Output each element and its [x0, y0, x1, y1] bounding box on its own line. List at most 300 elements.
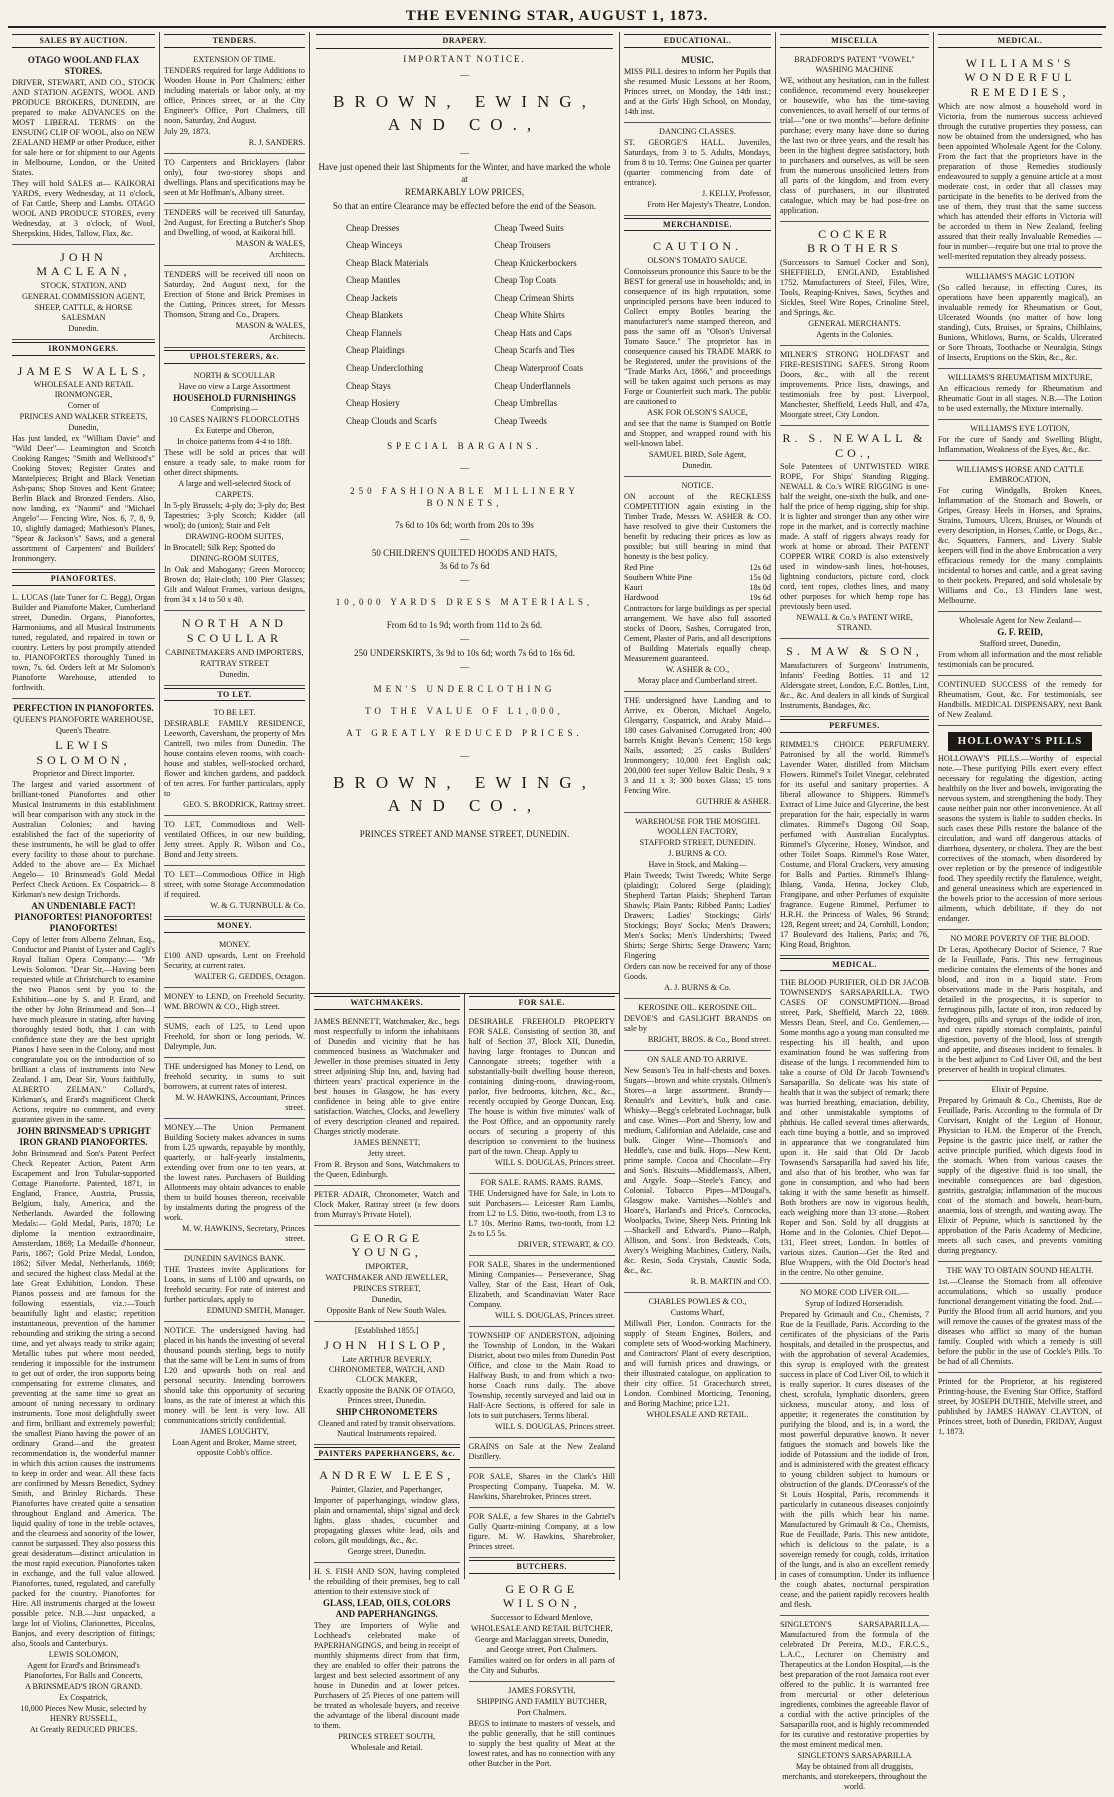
ad-body: An efficacious remedy for Rheumatism and Rheumatic Gout in all stages. N.B.—The Lotion to be used externally, the Mixture internally. [938, 383, 1102, 413]
ad-title: WAREHOUSE FOR THE MOSGIEL WOOLLEN FACTORY, [635, 817, 760, 837]
ad-body: THE undersigned have Landing and to Arrive, ex Oberon, Michael Angelo, Glengarry, Cospatrick, and Araby Maid— 180 cases Galvanised Corrugated Iron; 400 barrels Knight Bevan's Cement; 150 kegs Nails, assorted; 25 casks Builders' Ironmongery; 10,000 feet English oak; 200,000 feet super Yellow Baltic Deals, 9 x 3 and 11 x 3; 300 boxes Glass; 15 tons Fencing Wire. [624, 696, 771, 796]
ad-body: In Brocatell; Silk Rep; Spotted do [164, 543, 276, 553]
ad-line: MASON & WALES, [235, 320, 305, 330]
section-header-tenders: TENDERS. [164, 34, 305, 48]
ad-title: NOTICE. [681, 481, 714, 491]
drapery-list-item: Cheap Hosiery [346, 398, 400, 409]
ad-body: These will be sold at prices that will ensure a ready sale, to make room for other direct shipments. [164, 448, 305, 478]
ad-sound-health [938, 1262, 1102, 1373]
ad-line: JAMES BENNETT, [353, 1137, 421, 1147]
ad-body: DEVOE'S and GASLIGHT BRANDS on sale by [624, 1014, 771, 1034]
imprint-text: Printed for the Proprietor, at his registered Printing-house, the Evening Star Office, Stafford street, by JOSEPH DUTHIE, Melville street, and published by JAMES HAWAY CLAYTON, of Princes street, both of Dunedin, FRIDAY, August 1, 1873. [938, 1377, 1102, 1436]
ad-body: H. S. FISH AND SON, having completed the rebuilding of their premises, beg to call attention to their extensive stock of [314, 1566, 460, 1596]
imprint [938, 1373, 1102, 1442]
bargain-dress-materials: 10,000 YARDS DRESS MATERIALS, [335, 597, 594, 608]
ad-body: (So called because, in effecting Cures, its operations have been apparently magical), an invaluable remedy for Rheumatism or Gout, Ulcerated Wounds (no matter of how long standing), Cuts, Bruises, or Sprains, Chilblains, Bunions, Whitlows, Burns, or Scalds, Ulcerated or Sore Throats, Toothache or Neuralgia, Stings of Insects, Eruptions on the Skin, &c., &c. [938, 282, 1102, 362]
rule-dash: — [460, 750, 469, 761]
ad-body: MISS PILL desires to inform her Pupils that she resumed Music Lessons at her Room, Princes street, on Monday, the 14th inst.; and at the Girls' High School, on Monday, 14th inst. [624, 66, 771, 116]
ad-title: NORTH AND SCOULLAR [182, 616, 287, 646]
ad-bradford-washing [780, 51, 929, 222]
ad-title: THE WAY TO OBTAIN SOUND HEALTH. [946, 1266, 1094, 1275]
lower-columns [310, 993, 619, 1768]
ad-freehold-property [469, 1013, 616, 1174]
ad-gabriels-gully [469, 1508, 616, 1558]
ad-line: July 29, 1873. [164, 126, 211, 136]
ad-title: WILLIAMS'S MAGIC LOTION [965, 271, 1075, 281]
ad-body: PETER ADAIR, Chronometer, Watch and Clock Maker, Rattray street (a few doors from Murray's Private Hotel). [314, 1189, 460, 1219]
bargain-dress-price: From 6d to 1s 9d; worth from 11d to 2s 6d. [386, 619, 543, 630]
drapery-list-item: Cheap Jackets [346, 292, 398, 303]
drapery-low-prices: REMARKABLY LOW PRICES, [404, 187, 525, 198]
ad-body: £100 AND upwards, Lent on Freehold Security, at current rates. [164, 951, 305, 971]
ad-charles-powles [624, 1293, 771, 1425]
ad-body: Connoisseurs pronounce this Sauce to be the BEST for general use in households; and, in consequence of its high reputation, some unprincipled persons have been induced to Collect empty Bottles bearing the manufacturer's name stamped thereon, and pass the same off as "Olson's Universal Tomato Sauce." The proprietor has in consequence caused his TRADE MARK to be Registered, under the provisions of the "Trade Marks Act, 1866," and proceedings will be taken against such persons as may Forge or Counterfeit such mark. The public are cautioned to [624, 267, 771, 407]
ad-newall-wire [780, 426, 929, 639]
ad-line: Port Chalmers. [517, 1707, 567, 1717]
ad-body: Which are now almost a household word in Victoria, from the numerous success achieved through the curative properties they possess, can now be obtained from the undersigned, who has been appointed Wholesale Agent for the Colony. From the fact that the proprietors have in the preparation of those Remedies studiously endeavoured to supply a genuine article at a most moderate cost, in order that all classes may participate in the benefits to be derived from the use of them, they trust that the same success which has attended their efforts in Victoria will be accorded to them in New Zealand, feeling assured that their really Invaluable Remedies —four in number—require but one trial to prove the well-merited reputation they already possess. [938, 101, 1102, 261]
drapery-notice: IMPORTANT NOTICE. [403, 53, 526, 64]
ad-body: Importer of paperhangings, window glass, plain and ornamental, ships' signal and deck lights, glass shades, cucumber and propagating glasses white lead, oils and colors, gilt mouldings, &c., &c. [314, 1495, 460, 1545]
ad-body: L. LUCAS (late Tuner for C. Begg), Organ Builder and Pianoforte Maker, Cumberland street, Dunedin. Organs, Pianofortes, Harmoniums, and all Musical Instruments tuned, regulated, and repaired in town or country. Letters by post promptly attended to. PIANOFORTES thoroughly Tuned in town, 7s. 6d. Orders left at Mr Solomon's Pianoforte Warehouse, attended to forthwith. [12, 593, 155, 693]
ad-body: SUMS, each of L25, to Lend upon Freehold, for short or long periods. W. Dalrymple, Jun. [164, 1022, 305, 1052]
ad-line: R. B. MARTIN and CO. [690, 1277, 771, 1287]
ad-body: THE BLOOD PURIFIER, OLD DR JACOB TOWNSEND'S SARSAPARILLA. TWO CASES OF CONSUMPTION.—Broad street, Park, Sheffield, March 22, 1869. Messrs Dean, Steel, and Co. Gentlemen,—Some months ago a young man consulted me respecting his ill health, and upon examination found he was suffering from disease of the lungs. I recommended him to take a course of Old Dr Jacob Townsend's Sarsaparilla. So delicate was his state of health that it was the subject of remark; there was hurried breathing, emaciation, debility, and other unmistakable symptoms of phthisis. He called several times afterwards, each time buying a bottle, and so improved in appearance that we congratulated him upon it. He said that Old Dr Jacob Townsend's Sarsaparilla had saved his life, and also that of his brother, who was far gone in consumption, and who had been taking it with the same benefit as himself. Both brothers are now in vigorous health, each weighing more than 13 stone.—Robert Roper and Son. Sold by all druggists at Home and in the Colonies. Chief Depot—131, Fleet street, London. In bottles of various sizes. Caution—Get the Red and Blue Wrappers, with the Old Doctor's head in the centre. No other genuine. [780, 978, 929, 1278]
ad-line: GUTHRIE & ASHER. [696, 797, 771, 807]
drapery-list-left [346, 220, 437, 431]
ad-line: Customs Wharf, [670, 1308, 725, 1318]
timber-price-cell: Southern White Pine [624, 573, 693, 583]
ad-george-young [314, 1226, 460, 1322]
ad-line: STOCK, STATION, AND [40, 280, 127, 290]
ad-title: JAMES FORSYTH, [508, 1685, 576, 1695]
ad-line: J. KELLY, Professor, [702, 188, 771, 198]
ad-body: TENDERS required for large Additions to Wooden House in Port Chalmers; either including materials or labor only, at my office, Princes street, or at the City Engineer's Office, Port Chalmers, till noon, Saturday, 2nd August. [164, 65, 305, 125]
ad-line: Cleaned and rated by transit observations. Nautical Instruments repaired. [318, 1418, 456, 1438]
ad-line: Architects. [269, 331, 305, 341]
ad-title: DUNEDIN SAVINGS BANK. [183, 1254, 286, 1264]
ad-offices-to-let [164, 816, 305, 866]
ad-subhead: DRAWING-ROOM SUITES, [185, 532, 284, 542]
drapery-list-item: Cheap Flannels [346, 327, 402, 338]
ad-body: Prepared by Grimault and Co., Chemists, 7 Rue de la Feuillade, Paris. According to the certificates of the physicians of the Paris hospitals, and detailed in the prospectus, and with the approbation of several Academies, this syrup is employed with the greatest success in place of Cod Liver Oil, to which it is really superior. It cures diseases of the chest, scrofula, lymphatic disorders, green sickness, muscular atony, and loss of appetite; it regenerates the constitution by purifying the blood, and is, in a word, the most powerful depurative known. It never fatigues the stomach and bowels like the iodide of Potassium and the iodide of Iron, and is administered with the greatest efficacy to young children subject to humours or obstruction of the glands. D'Ceorasse's of the St Louis Hospital, Paris, recommends it particularly in cutaneous diseases conjointly with the pills which bear his name. Manufactured by Grimault & Co., Chemists, Rue de Feuillade, Paris. This new antidote, which is delicious to the palate, is a sovereign remedy for cough, colds, irritation of the lungs, and is also an excellent remedy in cases of consumption. Under its influence the cough abates, nocturnal perspiration cease, and the patient rapidly recovers health and flesh. [780, 1310, 929, 1610]
timber-price-row [624, 563, 771, 573]
ad-title: G. F. REID, [997, 626, 1043, 637]
ad-line: George street, Dunedin. [347, 1546, 426, 1556]
ad-body: In 5-ply Brussels; 4-ply do; 3-ply do; Best Tapestries; 3-ply Scotch; Kidder (all wool); do (union); Stair and Felt [164, 501, 305, 531]
ad-olson-caution [624, 234, 771, 477]
ad-line: Dunedin. [68, 323, 99, 333]
ad-line: Loan Agent and Broker, Manse street, opposite Cobb's office. [172, 1438, 297, 1458]
ad-title: NO MORE POVERTY OF THE BLOOD. [950, 934, 1090, 943]
ad-john-maclean [12, 245, 155, 340]
ad-body: New Season's Tea in half-chests and boxes. Sugars—brown and white crystals. Oilmen's Stores—a large assortment. Brandy—Renault's and Levitte's, bulk and case. Whisky—Begg's celebrated Lochnagar, bulk and case. Wines—Port and Sherry, low and medium, Californian and Adelaide, case and bulk. Ginger Wine—Thomson's and Heddle's, case and bulk. Hops—New Kent, prime sample. Cocoa and Chocolate—Fry and Son's. Biscuits—Middlemass's, Albert, and Argyle. Soap—Steele's Fancy, and Colonial. Tobacco Pipes—M'Dougal's, Glasgow make. Varnishes—Noble's and Hoare's, Harland's and Price's. Corncocks, Woolpacks, Twine, Sheep Nets. Printing Ink—Shackell and Edward's. Piano—Ralph, Allison, and Sons'. Iron Bedsteads, Cots, Avery's Weighing Machines, Cutlery, Nails, &c. Resin, Soda Crystals, Caustic Soda, &c., &c. [624, 1066, 771, 1276]
drapery-list-item: Cheap Mantles [346, 275, 401, 286]
column-miscellaneous [776, 32, 934, 1792]
section-header-medical-2: MEDICAL. [938, 34, 1102, 48]
ad-title: MONEY. [218, 940, 250, 950]
ad-line: Corner of [67, 401, 100, 411]
ad-title: TO BE LET. [213, 708, 256, 718]
ad-body: They are Importers of Wylie and Lochhead's celebrated make of PAPERHANGINGS, and being in receipt of monthly shipments direct from that firm, they are enabled to offer their patrons the largest and best selected assortment of any house in Dunedin and at lower prices. Purchasers of 25 Pieces of one pattern will be treated as wholesale buyers, and receive the advantage of the liberal discount made to them. [314, 1620, 460, 1730]
drapery-list-item: Cheap Waterproof Coats [494, 363, 583, 374]
ad-line: WHOLESALE AND RETAIL. [646, 1410, 749, 1420]
ad-line: WILL S. DOUGLAS, Princes street. [495, 1421, 615, 1431]
ad-tender-butcher-shop [164, 204, 305, 266]
ad-subhead: CARPETS. [215, 490, 254, 500]
ad-loughty-notice [164, 1322, 305, 1463]
ad-subhead: DINING-ROOM SUITES, [190, 554, 279, 564]
ad-body: ON account of the RECKLESS COMPETITION again existing in the Timber Trade, Messrs W. ASHER & CO. have resolved to give their Customers the benefit by reducing their prices as low as possible; but still bearing in mind that honesty is the best policy. [624, 492, 771, 562]
ad-title: WILLIAMS'S RHEUMATISM MIXTURE, [947, 372, 1093, 382]
ad-body: TO Carpenters and Bricklayers (labor only), four two-storey shops and dwellings. Plans and specifications may be seen at Mr Hoffman's, Albany street. [164, 157, 305, 197]
ad-body: Sole Patentees of UNTWISTED WIRE ROPE, For Ships' Standing Rigging. NEWALL & Co.'s WIRE RIGGING is one-half the weight, one-sixth the bulk, and one-half the price of hemp rigging, ship for ship. It is lighter and stronger than any other wire rope in the market, and is correctly machine made. A staff of riggers always ready for work at home or abroad. Their PATENT COPPER WIRE CORD is also extensively used in window-sash lines, hot-houses, lightning conductors, picture cord, clock cord, tent ropes, clothes lines, and many other purposes for which hemp rope has previously been used. [780, 462, 929, 612]
ad-body: 1st.—Cleanse the Stomach from all offensive accumulations, which so usually produce functional derangement vitiating the food. 2nd.—Purify the Blood from all acrid humors, and you will remove the causes of the greatest mass of the diseases who afflict so many of the human family. Coupled with which a remedy is still before the public in the use of Cockle's Pills. To be had of all Chemists. [938, 1277, 1102, 1366]
timber-price-row [624, 573, 771, 583]
ad-north-scoullar-furnishings [164, 367, 305, 612]
ad-line: W. & G. TURNBULL & Co. [210, 901, 305, 911]
ad-line: NEWALL & Co.'s PATENT WIRE, STRAND. [796, 613, 913, 633]
ad-line: SINGLETON'S SARSAPARILLA [797, 1751, 912, 1761]
ad-body: HOLLOWAY'S PILLS.—Worthy of especial note.—These purifying Pills exert every effect necessary for regulating the digestion, acting healthily on the liver and bowels, invigorating the nervous system, and strengthening the body. They cause neither pain nor other inconvenience. At all seasons the system is liable to sudden checks. In such cases these Pills restore the balance of the circulation, and ward off dangerous attacks of diarrhoea, dysentery, or cholera. They are the best correctives of the stomach, when disordered by over repletion or by the presence of indigestible food. They speedily rectify the flatulence, weight, and general uneasiness which are experienced in the bowels prior to the accession of more serious ailments, which debilitate, if they do not endanger. [938, 754, 1102, 923]
timber-price-row [624, 593, 771, 603]
ad-elixir-pepsine [938, 1081, 1102, 1262]
ad-cocker-brothers [780, 222, 929, 346]
ad-line: IMPORTER, [365, 1262, 409, 1271]
ad-line: A BRINSMEAD'S IRON GRAND. [24, 1682, 143, 1692]
ad-line: SAMUEL BIRD, Sole Agent, [648, 450, 747, 460]
ad-line: A. J. BURNS & Co. [664, 983, 731, 993]
ad-line: ASK FOR OLSON'S SAUCE, [647, 408, 748, 418]
ad-no-more-cod-liver [780, 1284, 929, 1616]
ad-continued-success [938, 676, 1102, 726]
drapery-list-item: Cheap Tweed Suits [494, 222, 564, 233]
ad-title: FOR SALE. RAMS. RAMS. RAMS. [480, 1177, 603, 1187]
ad-line: PRINCES AND WALKER STREETS, [19, 412, 148, 422]
ad-line: RATTRAY STREET [200, 658, 269, 668]
section-header-for-sale: FOR SALE. [469, 996, 616, 1010]
rule-dash: — [460, 463, 469, 474]
ad-line: W. ASHER & CO., [665, 665, 730, 675]
ad-line: JAMES LOUGHTY, [200, 1427, 269, 1437]
drapery-list-item: Cheap White Shirts [494, 310, 565, 321]
ad-poverty-blood [938, 930, 1102, 1081]
ad-line: Comprising— [211, 404, 258, 414]
timber-price-cell: 12s 6d [749, 563, 771, 573]
section-header-miscellaneous: MISCELLA [780, 34, 929, 48]
ad-mosgiel-woollen [624, 813, 771, 999]
ad-body: Copy of letter from Alberto Zelman, Esq., Conductor and Pianist of Lyster and Cagli's Royal Italian Opera Company:— "Mr Lewis Solomon. "Dear Sir,—Having been requested while at Christchurch to examine the two Pianos sent by you to the Exhibition—one by S. and P. Erard, and the other by John Brinsmead and Son—I have much pleasure in stating, after having thoroughly tested both, that I can with confidence state they are the best upright Pianos I have seen in the Colony, and most congratulate you on the introduction of so brilliant a class of instruments into New Zealand. I am, Dear Sir, Yours faithfully, ALBERTO ZELMAN." Collard's, Kirkman's, and Erard's magnificent Check Actions, require no comment, and every guarantee given in the same. [12, 935, 155, 1125]
column-tenders [160, 32, 310, 1580]
rule-dash: — [460, 575, 469, 586]
ad-line: Wholesale and Retail. [350, 1742, 423, 1752]
ad-line: M. W. HAWKINS, Accountant, Princes street. [175, 1093, 305, 1113]
ad-line: In choice patterns from 4-4 to 18ft. [177, 437, 292, 447]
ad-body: Millwall Pier, London. Contracts for the supply of Steam Engines, Boilers, and complete sets of Wood-working Machinery, and Contractors' Plant of every description, and will furnish prices and drawings, or their illustrated catalogue, on application to their city office. 51 Gracechurch street, London. Combined Morticing, Tenoning, and Boring Machine; price L21. [624, 1319, 771, 1409]
ad-title: OTAGO WOOL AND FLAX STORES. [27, 54, 140, 76]
timber-price-table [624, 563, 771, 603]
ad-james-forsyth [469, 1682, 616, 1774]
section-header-sales: SALES BY AUCTION. [12, 34, 155, 48]
ad-line: Painter, Glazier, and Paperhanger, [331, 1484, 443, 1494]
ad-fish-and-son [314, 1563, 460, 1758]
ad-rams [469, 1174, 616, 1256]
ad-money-brown [164, 988, 305, 1018]
ad-line: Stafford street, Dunedin, [979, 638, 1061, 648]
ad-horse-embrocation [938, 461, 1102, 612]
ad-line: Jetty street. [368, 1148, 406, 1158]
ad-money-geddes [164, 936, 305, 988]
drapery-lists [316, 220, 613, 431]
ad-body: TO LET—Commodious Office in High street, with some Storage Accommodation if required. [164, 870, 305, 900]
ad-north-scoullar-cabinetmakers [164, 611, 305, 685]
ad-line: George and Maclaggan streets, Dunedin, and George street, Port Chalmers. [474, 1634, 609, 1654]
ad-line: From Her Majesty's Theatre, London. [647, 199, 771, 209]
ad-line: A large and well-selected Stock of [178, 479, 291, 489]
bargain-underskirts: 250 UNDERSKIRTS, 3s 9d to 10s 6d; worth 7s 6d to 16s 6d. [354, 647, 575, 658]
drapery-ad [310, 34, 619, 989]
ad-body: Orders can now be received for any of those Goods. [624, 962, 771, 982]
ad-body: DESIRABLE FAMILY RESIDENCE, Leeworth, Caversham, the property of Mrs Cantrell, two miles from Dunedin. The house contains eleven rooms, with coach-house and stables, well-stocked orchard, flower and kitchen gardens, and paddock of ten acres. For further particulars, apply to [164, 719, 305, 799]
drapery-list-item: Cheap Scarfs and Ties [494, 345, 575, 356]
drapery-list-item: Cheap Dresses [346, 222, 400, 233]
drapery-list-item: Cheap Tweeds [494, 415, 547, 426]
ad-body: GRAINS on Sale at the New Zealand Distillery. [468, 1441, 615, 1461]
ad-line: Architects. [269, 249, 305, 259]
timber-price-cell: Hardwood [624, 593, 659, 603]
ad-body: FOR SALE, Shares in the Clark's Hill Prospecting Company, Tuapeka. M. W. Hawkins, Sharebroker, Princes street. [468, 1471, 615, 1501]
ad-body: DESIRABLE FREEHOLD PROPERTY FOR SALE. Consisting of section 38, and half of Section 37, Block XII, Dunedin, having large frontages to Duncan and Cannongate streets; together with a substantially-built dwelling house thereon, containing dining-room, drawing-room, parlor, five bedrooms, kitchen, &c., &c., recently occupied by George Duncan, Esq. The house is within five minutes' walk of the Post Office, and an opportunity rarely occurs of securing a property of this description so convenient to the business part of the town. Cheap. Apply to [468, 1016, 615, 1156]
ad-anderston [469, 1327, 616, 1438]
ad-line: GENERAL COMMISSION AGENT, [21, 291, 146, 301]
drapery-address: PRINCES STREET AND MANSE STREET, DUNEDIN. [359, 828, 570, 839]
ad-line: 10,000 Pieces New Music, selected by HENRY RUSSELL, [20, 1704, 147, 1724]
ad-line: JOHN BRINSMEAD'S UPRIGHT IRON GRAND PIANOFORTES. [16, 1126, 151, 1148]
bargain-mens-reduced: AT GREATLY REDUCED PRICES. [346, 728, 583, 739]
ad-line: WALTER G. GEDDES, Octagon. [194, 972, 305, 982]
ad-line: Opposite Bank of New South Wales. [326, 1306, 447, 1315]
ad-clarks-hill [469, 1468, 616, 1508]
ad-body: For the cure of Sandy and Swelling Blight, Inflammation, Weakness of the Eyes, &c., &c. [938, 434, 1102, 454]
section-header-drapery: DRAPERY. [316, 34, 613, 49]
ad-mining-shares [469, 1256, 616, 1327]
ad-title: Elixir of Pepsine. [991, 1085, 1049, 1094]
ad-line: NORTH & SCOULLAR [193, 370, 276, 380]
ad-peter-adair [314, 1186, 460, 1226]
ad-title: JAMES WALLS, [17, 363, 150, 378]
ad-andrew-lees [314, 1463, 460, 1563]
section-header-merchandise: MERCHANDISE. [624, 218, 771, 232]
drapery-firm-name: BROWN, EWING, AND CO., [333, 92, 596, 135]
drapery-list-item: Cheap Plaidings [346, 345, 405, 356]
ad-title: GEORGE YOUNG, [350, 1230, 424, 1260]
ad-line: EDMUND SMITH, Manager. [206, 1306, 305, 1316]
ad-body: DRIVER, STEWART, AND CO., STOCK AND STATION AGENTS, WOOL AND PRODUCE BROKERS, DUNEDIN, are prepared to make ADVANCES on the MOST LIBERAL TERMS on the ENSUING CLIP OF WOOL, also on NEW ZEALAND HEMP or other Produce, either for sale here or for shipment to our Agents in Melbourne, London, or the United States. [12, 77, 155, 177]
bargain-bonnets: 250 FASHIONABLE MILLINERY BONNETS, [350, 485, 579, 508]
ad-body: FOR SALE, Shares in the undermentioned Mining Companies— Perseverance, Shag Valley, Star of the East, Heart of Oak, Elizabeth, and Scandinavian Water Race Company. [468, 1259, 615, 1309]
timber-price-cell: Red Pine [624, 563, 654, 573]
rule-dash: — [460, 662, 469, 673]
ad-line: Wholesale Agent for New Zealand— [959, 615, 1081, 625]
ad-body: TO LET, Commodious and Well-ventilated Offices, in our new building, Jetty street. Apply R. Wilson and Co., Bond and Jetty streets. [164, 820, 305, 860]
ad-line: WILL S. DOUGLAS, Princes street. [495, 1310, 615, 1320]
section-header-medical: MEDICAL. [780, 958, 929, 972]
ad-body: Contractors for large buildings as per special arrangement. We have also full assorted stocks of Doors, Sashes, Corrugated Iron, Cement, Plaster of Paris, and all descriptions of Building Materials equally cheap. Measurement guaranteed. [624, 604, 771, 664]
drapery-list-item: Cheap Underclothing [346, 363, 424, 374]
ad-grains [469, 1438, 616, 1468]
ad-line: Dunedin. [219, 669, 250, 679]
ad-body: Plain Tweeds; Twist Tweeds; White Serge (plaiding); Colored Serge (plaiding); Shepherd Tartan Plaids; Shepherd Tartan Shawls; Plain Pants; Ribbed Pants; Ladies' Drawers; Ladies' Stockings; Girls' Stockings; Boys' Socks; Men's Drawers; Men's Socks; Men's Undershirts; Tweed Shirts; Serge Shirts; Serge Drawers; Yarn; Fingering [624, 871, 771, 961]
ad-title: MUSIC. [681, 54, 714, 65]
special-bargains: SPECIAL BARGAINS. [387, 441, 542, 452]
ad-body: From whom all information and the most reliable testimonials can be procured. [938, 649, 1102, 669]
ad-title: NO MORE COD LIVER OIL.— [800, 1288, 909, 1298]
ad-james-walls [12, 359, 155, 571]
drapery-list-item: Cheap Black Materials [346, 257, 429, 268]
ad-tender-stone-brick [164, 266, 305, 348]
ad-body: and see that the name is Stamped on Bottle and Stopper, and wrapped round with his well-known label. [624, 419, 771, 449]
ad-line: WATCHMAKER AND JEWELLER, [325, 1273, 449, 1282]
ad-body: MILNER'S STRONG HOLDFAST and FIRE-RESISTING SAFES. Strong Room Doors, &c., with all the recent improvements. Price lists, drawings, and testimonials free by post. Liverpool, Manchester, Sheffield, Leeds Hull, and 47a, Moorgate street, City London. [780, 350, 929, 419]
ad-williams-remedies [938, 51, 1102, 268]
ad-line: SHIP CHRONOMETERS [336, 1406, 438, 1417]
columns [8, 32, 1106, 1792]
column-medical [934, 32, 1106, 1580]
ad-body: TENDERS will be received till Saturday, 2nd August, for Erecting a Butcher's Shop and Dwelling, of wood, at Kaikorai hill. [164, 207, 305, 237]
ad-line: Exactly opposite the BANK OF OTAGO, Princes street, Dunedin. [318, 1385, 456, 1405]
ad-body: ST. GEORGE'S HALL. Juveniles, Saturdays, from 3 to 5. Adults, Mondays, from 8 to 10. Terms: One Guinea per quarter (quarter commencing from date of entrance). [624, 137, 771, 187]
ad-l-lucas [12, 589, 155, 699]
ad-eye-lotion [938, 420, 1102, 461]
ad-line: 10 CASES NAIRN'S FLOORCLOTHS [169, 415, 300, 425]
ad-body: SINGLETON'S SARSAPARILLA.— Manufactured from the formula of the celebrated Dr Pereira, M.D., F.R.C.S., L.A.C., Lecturer on Chemistry and Therapeutics at the London Hospital,—is the best preparation of the root Jamaica root ever offered to the public. It is warranted free from mercurial or other deleterious ingredients, combines the agreeable flavor of a cordial with the active principles of the Sarsaparilla root, and is highly recommended for its curative and restorative properties by the most eminent medical men. [780, 1620, 929, 1750]
timber-price-cell: 19s 6d [749, 593, 771, 603]
section-header-painters: PAINTERS PAPERHANGERS, &c. [314, 1447, 460, 1461]
ad-line: WILL S. DOUGLAS, Princes street. [495, 1157, 615, 1167]
ad-line: Dunedin, [371, 1295, 402, 1304]
ad-line: LEWIS SOLOMON, [48, 1650, 119, 1660]
ad-line: At Greatly REDUCED PRICES. [29, 1725, 138, 1735]
ad-line: Moray place and Cumberland street. [637, 676, 758, 686]
ad-body: MONEY.—The Union Permanent Building Society makes advances in sums from L25 upwards, repayable by monthly, quarterly, or half-yearly instalments, extending over from one to ten years, at the lowest rates. Purchasers of Building Allotments may obtain advances to enable them to build houses thereon, receivable by instalments during the progress of the work. [164, 1123, 305, 1223]
ad-singleton-sarsaparilla [780, 1616, 929, 1797]
ad-line: Dunedin, [68, 423, 99, 433]
masthead: THE EVENING STAR, AUGUST 1, 1873. [8, 6, 1106, 28]
ad-line: GLASS, LEAD, OILS, COLORS AND PAPERHANGINGS. [322, 1597, 451, 1619]
ad-line: Late ARTHUR BEVERLY, CHRONOMETER, WATCH, AND CLOCK MAKER, [328, 1354, 445, 1384]
section-header-to-let: TO LET. [164, 688, 305, 702]
ad-line: PRINCES STREET, [353, 1284, 421, 1293]
section-header-perfumes: PERFUMES. [780, 719, 929, 733]
ad-line: DRIVER, STEWART, & CO. [517, 1239, 615, 1249]
ad-guthrie-asher [624, 692, 771, 813]
ad-line: Have on view a Large Assortment [178, 381, 291, 391]
timber-price-cell: 18s 0d [749, 583, 771, 593]
ad-line: BRIGHT, BROS. & Co., Bond street. [647, 1035, 771, 1045]
ad-line: PRINCES STREET SOUTH, [338, 1731, 436, 1741]
ad-body: The largest and varied assortment of brilliant-toned Pianofortes and other Musical Instruments in this establishment will bear comparison with any stock in the Australian Colonies; and having established the fact of the superiority of these instruments, he will be glad to offer every facility to those about to purchase. Added to the above are— Ex Michael Angelo— 10 Brinsmead's Gold Medal Perfect Check Actions. Ex Cospatrick— 8 Kirkman's new design Trichords. [12, 780, 155, 900]
ad-reid-agent [938, 612, 1102, 676]
timber-price-cell: Kauri [624, 583, 643, 593]
ad-title: S. MAW & SON, [786, 644, 923, 659]
column-educational [620, 32, 776, 1580]
ad-james-bennett [314, 1013, 460, 1186]
ad-rimmel [780, 736, 929, 956]
ad-body: Dr Leras, Apothecary Doctor of Science, 7 Rue de la Feuillade, Paris. This new ferruginous medicine contains the elements of the bones and blood, and iron in a liquid state. From observations made in the Paris hospitals, and detailed in the prospectus, it is superior to ferruginous pills, lactate of iron, iron reduced by hydrogen, pills and syrups of the iodide of iron, and cures rapidly stomach complaints, painful digestion, poverty of the blood, loss of strength and appetite, and diseases incident to females. It is the best adjunct to Cod Liver Oil, and the best preserver of health in tropical climates. [938, 945, 1102, 1074]
drapery-list-item: Cheap Knickerbockers [494, 257, 577, 268]
ad-body: THE undersigned has Money to Lend, on freehold security, in sums to suit borrowers, at current rates of interest. [164, 1062, 305, 1092]
section-header-butchers: BUTCHERS. [469, 1560, 616, 1574]
section-header-educational: EDUCATIONAL. [624, 34, 771, 48]
ad-line: SHIPPING AND FAMILY BUTCHER, [476, 1696, 607, 1706]
ad-line: QUEEN'S PIANOFORTE WAREHOUSE, [13, 715, 154, 725]
section-header-pianofortes: PIANOFORTES. [12, 572, 155, 586]
ad-money-hawkins [164, 1058, 305, 1119]
bargain-mens-value: TO THE VALUE OF L1,000, [365, 706, 564, 717]
rule-dash: — [460, 147, 469, 158]
column-sales-by-auction [8, 32, 160, 1735]
ad-title: CHARLES POWLES & CO., [648, 1297, 747, 1307]
ad-lewis-solomon [12, 699, 155, 1740]
ad-george-wilson [469, 1577, 616, 1682]
ad-body: John Brinsmead and Son's Patent Perfect Check Repeater Action, Patent Arm Escapement and Iron Tubular-supported Cottage Pianoforte. Patented, 1871, in England, France, Austria, Prussia, Belgium, Italy, America, and the Netherlands. Awarded the following Medals:— Gold Medal, Paris, 1870; Le diplome la mention extraordinaire, Amsterdam, 1869; La Medaille d'honneur, Paris, 1867; Gold Prize Medal, London, 1862; Silver Medal, Netherlands, 1869; and secured the highest class Medal at the late Great Exhibition, London. These Pianos possess and are famous for the following essentials, viz.:—Touch beautifully light and elastic; repetition instantaneous, prevention of the hammer rebounding and striking the string a second time, and yet always ready to strike again; Metallic tubes put where most needed, rendering it impossible for the instrument to get out of order, the iron supports being compensating for extreme climates, and preventing at the same time so great an amount of tuning necessary to ordinary instruments. Tone most delightfully sweet and firm, brilliant and extremely powerful; the smallest Piano having the power of an ordinary Grand—and the greatest recommendation is, the wonderful manner in which this action causes the instruments to keep in order and wear. All these facts are confirmed by Messrs Benedict, Sydney Smith, and Brinley Richards. These Pianofortes have created quite a sensation throughout England and America. The liquid quality of tone in the treble octaves, and the clearness and sonority of the lower, cannot be surpassed. They also possess this great desideratum—distinct articulation in the most rapid execution. Pianofortes taken in exchange, and the full value allowed. Pianofortes, tuned, regulated, and carefully packed for the country. Pianofortes for Hire. All instruments charged at the lowest possible price. N.B.—Just unpacked, a large lot of Violins, Clarionettes, Piccolos, Banjos, and every description of fittings; also, Stools and Canterburys. [12, 1149, 155, 1649]
drapery-clearance: So that an entire Clearance may be effected before the end of the Season. [332, 200, 597, 211]
ad-line: AN UNDENIABLE FACT! PIANOFORTES! PIANOFORTES! PIANOFORTES! [14, 901, 153, 934]
ad-title: BRADFORD'S PATENT "VOWEL" WASHING MACHINE [794, 54, 915, 74]
ad-title: WILLIAMS'S EYE LOTION, [970, 423, 1070, 433]
drapery-list-item: Cheap Underflannels [494, 380, 571, 391]
ad-line: Ex Cospatrick, [59, 1693, 108, 1703]
drapery-list-item: Cheap Trousers [494, 240, 551, 251]
ad-extension-of-time [164, 51, 305, 154]
ad-carpenters [164, 154, 305, 204]
ad-line: GEO. S. BRODRICK, Rattray street. [183, 800, 305, 810]
ad-line: R. J. SANDERS. [248, 137, 305, 147]
ad-body: MONEY to LEND, on Freehold Security. WM. BROWN & CO., High street. [164, 992, 305, 1012]
bargain-hoods-price: 3s 6d to 7s 6d [439, 561, 490, 572]
ad-line: GENERAL MERCHANTS. [808, 319, 901, 328]
holloway-banner: HOLLOWAY'S PILLS [948, 732, 1092, 751]
ad-body: (Successors to Samuel Cocker and Son), SHEFFIELD, ENGLAND, Established 1752. Manufacturers of Steel, Files, Wire, Tools, Reaping-Knives, Saws, Scythes and Sickles, Steel Wire Ropes, Crinoline Steel, and Springs, &c. [780, 258, 929, 317]
ad-holloway [938, 726, 1102, 930]
ad-title: HOUSEHOLD FURNISHINGS [173, 392, 296, 403]
ad-body: CONTINUED SUCCESS of the remedy for Rheumatism, Gout, &c. For testimonials, see Handbills. MEDICAL DISPENSARY, next Bank of New Zealand. [938, 679, 1102, 719]
drapery-list-item: Cheap Top Coats [494, 275, 557, 286]
ad-body: RIMMEL'S CHOICE PERFUMERY. Patronised by all the world. Rimmel's Lavender Water, distilled from Mitcham Flowers. Rimmel's Toilet Vinegar, celebrated for its useful and sanitary properties. A liberal allowance to Shippers. Rimmel's Extract of Lime Juice and Glycerine, the best preparation for the hair, especially in warm climates. Rimmel's Dagong Oil Soap, perfumed with Australian Eucalyptus. Rimmel's Glycerine, Honey, Windsor, and other Toilet Soaps. Rimmel's Rose Water, Costume, and Floral Crackers, very amusing for Balls and Parties. Rimmel's Ihlang-Ihlang, Vanda, Henna, Jockey Club, Frangipane, and other Perfumes of exquisite fragrance. Eugene Rimmel, Perfumer to H.R.H. the Princess of Wales, 96 Strand; 128, Regent street; and 24, Cornhill, London; 17 Boulevard des Italiens, Paris; and 76, King Road, Brighton. [780, 739, 929, 949]
drapery-firm-name-2: BROWN, EWING, AND CO., [333, 772, 596, 815]
ad-maw-son [780, 639, 929, 717]
drapery-list-item: Cheap Clouds and Scarfs [346, 415, 437, 426]
drapery-list-item: Cheap Hats and Caps [494, 327, 572, 338]
section-header-ironmongers: IRONMONGERS. [12, 342, 155, 356]
ad-body: Families waited on for orders in all parts of the City and Suburbs. [468, 1655, 615, 1675]
ad-title: JOHN HISLOP, [324, 1338, 450, 1352]
ad-otago-wool [12, 51, 155, 245]
ad-line: OLSON'S TOMATO SAUCE. [647, 256, 748, 266]
ad-title: WILLIAMS'S HORSE AND CATTLE EMBROCATION, [956, 464, 1084, 484]
section-header-money: MONEY. [164, 919, 305, 933]
ad-savings-bank [164, 1250, 305, 1322]
ad-body: THE Trustees invite Applications for Loans, in sums of L100 and upwards, on freehold security. For rate of interest and further particulars, apply to [164, 1265, 305, 1305]
ad-title: R. S. NEWALL & CO., [782, 431, 927, 460]
drapery-list-right [494, 220, 583, 431]
ad-line: [Established 1855.] [354, 1326, 419, 1335]
ad-line: J. BURNS & CO. [668, 849, 727, 859]
ad-title: CAUTION. [653, 239, 742, 254]
column-for-sale [465, 994, 620, 1768]
ad-rheumatism-mixture [938, 369, 1102, 420]
ad-to-be-let [164, 704, 305, 816]
ad-line: STAFFORD STREET, DUNEDIN. [639, 838, 756, 848]
